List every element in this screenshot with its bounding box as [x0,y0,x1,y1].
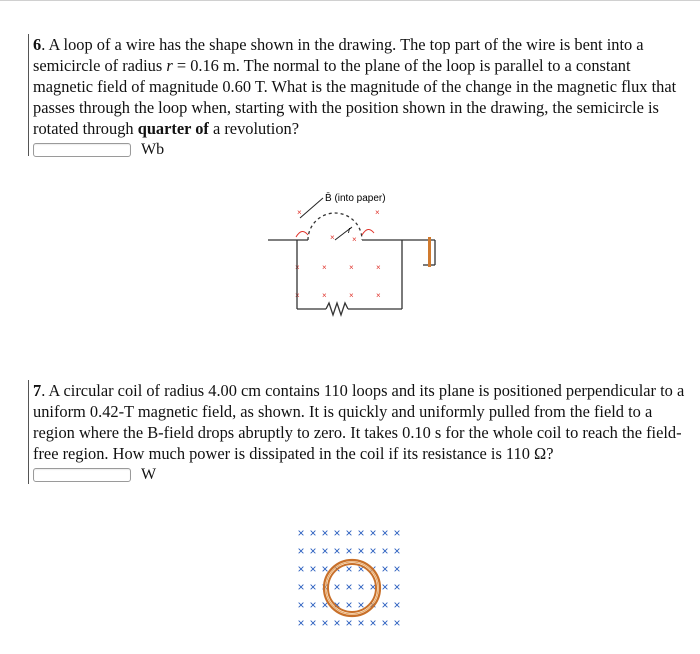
coil-diagram [295,525,415,643]
question-7-answer-input[interactable] [33,468,131,482]
coil-figure [295,525,415,648]
field-cross: × [295,291,300,300]
field-crosses [295,208,381,300]
field-cross: × [297,544,305,558]
field-cross: × [381,544,389,558]
question-6-answer-row [33,141,693,159]
field-cross: × [321,562,329,576]
field-cross: × [321,526,329,540]
field-cross: × [369,562,377,576]
radius-symbol: r [166,56,173,75]
question-6-number: 6 [33,35,42,54]
field-cross: × [369,544,377,558]
top-divider [0,0,700,1]
field-cross: × [357,544,365,558]
field-cross: × [330,233,335,242]
field-cross: × [345,580,353,594]
field-cross: × [357,562,365,576]
field-cross: × [321,616,329,630]
field-cross: × [381,616,389,630]
radius-label: r [348,225,351,235]
field-cross: × [309,598,317,612]
field-cross: × [393,598,401,612]
field-cross: × [345,598,353,612]
field-cross: × [381,526,389,540]
field-cross: × [309,580,317,594]
field-cross: × [393,580,401,594]
emphasis-quarter: quarter of [137,119,209,138]
field-cross: × [309,562,317,576]
field-cross: × [333,562,341,576]
question-6 [28,34,693,156]
field-cross: × [333,616,341,630]
axle [428,237,431,267]
field-cross: × [393,616,401,630]
field-cross: × [321,598,329,612]
question-7-text: 7. A circular coil of radius 4.00 cm contains 110 loops and its plane is positioned perpendicular to a uniform 0.42-T magnetic field, as shown. It is quickly and uniformly pulled from the field to a region where the B-field drops abruptly to zero. It takes 0.10 s for the whole coil to reach the field-free region. How much power is dissipated in the coil if its resistance is 110 Ω? [33,381,685,463]
field-cross: × [297,598,305,612]
field-cross: × [345,562,353,576]
field-cross: × [357,616,365,630]
field-cross-grid [297,526,400,630]
field-cross: × [357,580,365,594]
question-7 [28,380,693,484]
field-cross: × [375,208,380,217]
field-cross: × [369,526,377,540]
field-cross: × [369,580,377,594]
field-cross: × [352,235,357,244]
field-cross: × [297,580,305,594]
question-7-unit: W [141,466,157,483]
field-cross: × [393,544,401,558]
loop-figure [260,185,450,325]
field-cross: × [376,263,381,272]
field-cross: × [322,291,327,300]
field-cross: × [349,291,354,300]
question-6-unit: Wb [141,141,165,158]
field-cross: × [297,616,305,630]
field-cross: × [333,526,341,540]
field-cross: × [333,580,341,594]
field-cross: × [297,526,305,540]
field-cross: × [297,562,305,576]
question-7-number: 7 [33,381,42,400]
field-cross: × [381,598,389,612]
field-cross: × [322,263,327,272]
question-6-text: 6. A loop of a wire has the shape shown in the drawing. The top part of the wire is bent into a semicircle of radius r = 0.16 m. The normal to the plane of the loop is parallel to a constant magnetic field of magnitude 0.60 T. What is the magnitude of the change in the magnetic flux that passes through the loop when, starting with the position shown in the drawing, the semicircle is rotated through quarter of a revolution? [33,35,677,138]
field-cross: × [333,598,341,612]
field-cross: × [345,526,353,540]
field-cross: × [393,526,401,540]
field-cross: × [376,291,381,300]
field-cross: × [345,544,353,558]
field-cross: × [321,544,329,558]
field-cross: × [381,580,389,594]
field-cross: × [349,263,354,272]
field-cross: × [369,616,377,630]
field-cross: × [309,544,317,558]
field-cross: × [297,208,302,217]
field-cross: × [369,598,377,612]
field-pointer-line [300,198,323,218]
field-cross: × [295,263,300,272]
question-6-answer-input[interactable] [33,143,131,157]
field-cross: × [393,562,401,576]
field-label: B̄ (into paper) [325,193,386,204]
field-cross: × [357,598,365,612]
field-cross: × [381,562,389,576]
field-cross: × [333,544,341,558]
field-cross: × [309,616,317,630]
field-cross: × [345,616,353,630]
field-cross: × [321,580,329,594]
field-cross: × [357,526,365,540]
loop-diagram [260,185,450,320]
field-cross: × [309,526,317,540]
question-7-answer-row [33,466,693,484]
